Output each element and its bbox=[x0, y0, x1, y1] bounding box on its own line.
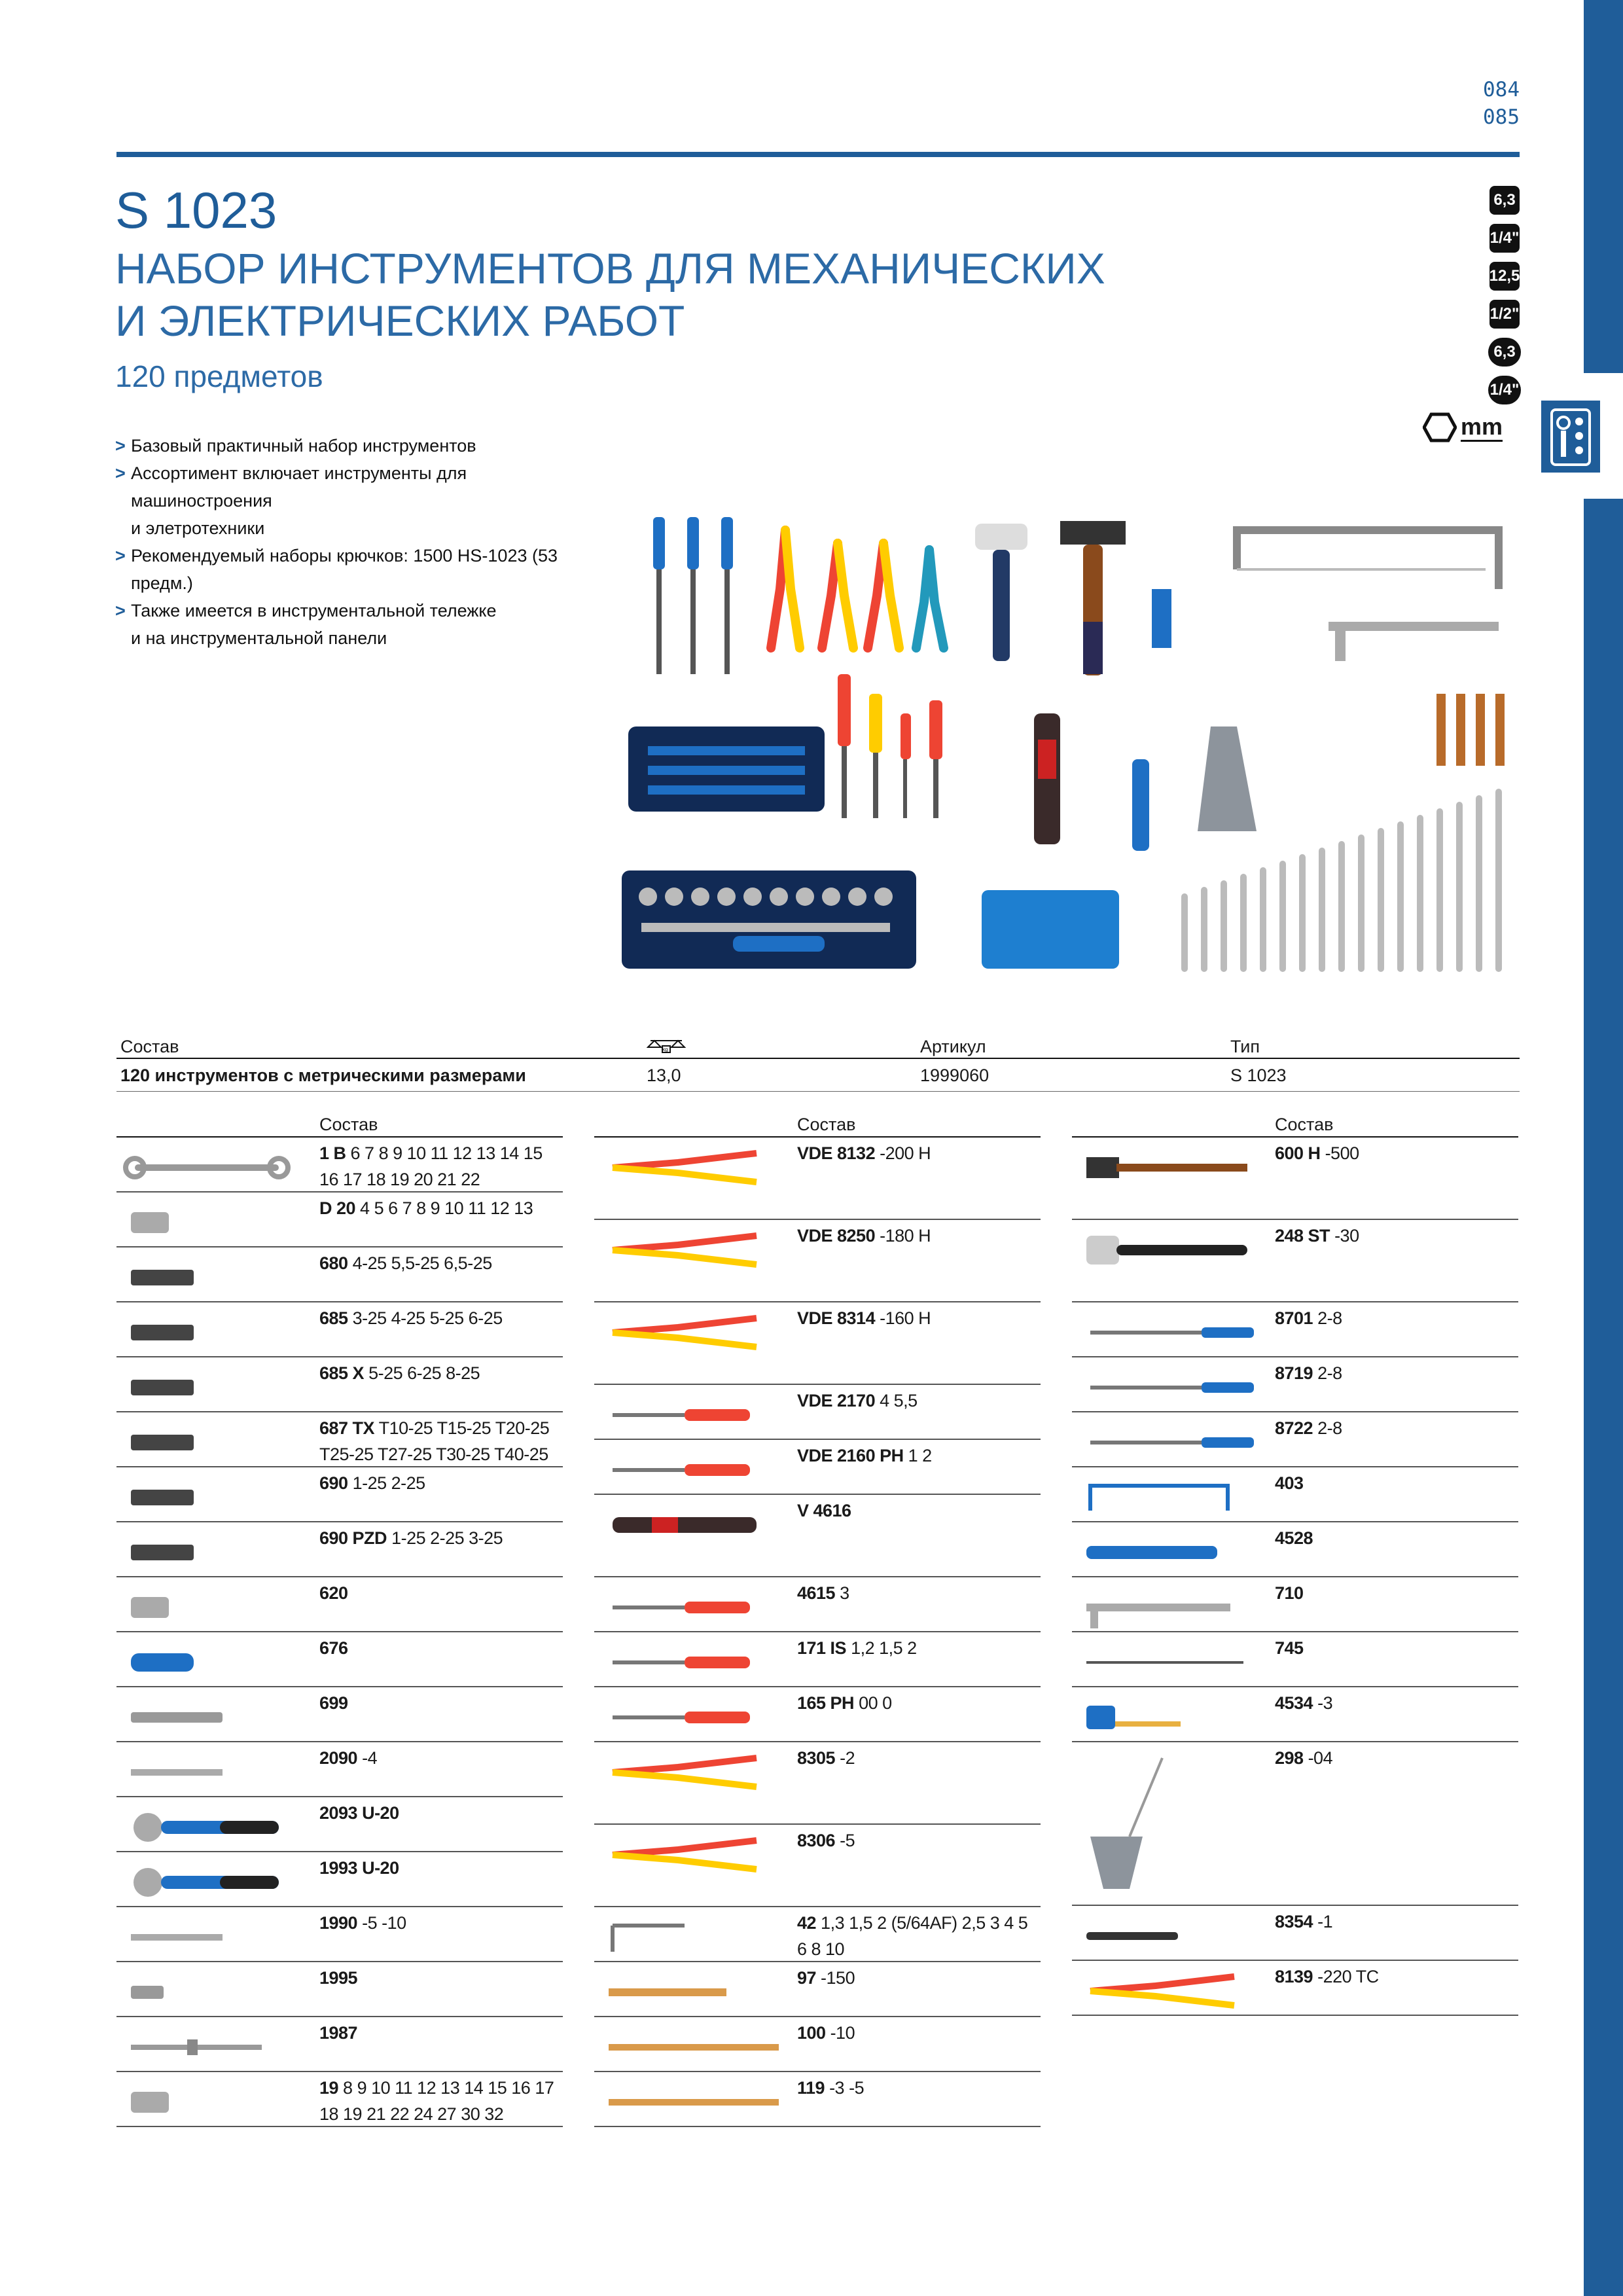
bit-icon bbox=[122, 1250, 312, 1302]
table-row bbox=[594, 1907, 1041, 1962]
joint-icon bbox=[122, 1965, 312, 2017]
table-row bbox=[116, 1247, 563, 1302]
punch-icon bbox=[599, 2020, 789, 2072]
item-desc: -2 bbox=[835, 1748, 855, 1768]
item-desc: -220 TC bbox=[1313, 1967, 1379, 1986]
item-code: V 4616 bbox=[797, 1501, 851, 1520]
item-text bbox=[797, 1635, 1039, 1661]
ratchet-icon bbox=[122, 1800, 312, 1852]
punch-icon bbox=[599, 2075, 789, 2126]
pliers-icon bbox=[599, 1745, 789, 1824]
table-row bbox=[116, 1357, 563, 1412]
column-header: Состав bbox=[116, 1113, 563, 1138]
table-row bbox=[594, 1302, 1041, 1385]
item-text bbox=[1275, 1964, 1517, 1990]
sdriver-icon bbox=[599, 1443, 789, 1494]
tbar-icon bbox=[122, 2020, 312, 2072]
item-code: 676 bbox=[319, 1638, 348, 1658]
item-code: 699 bbox=[319, 1693, 348, 1713]
item-text bbox=[319, 1855, 562, 1881]
table-row bbox=[116, 1687, 563, 1742]
mm-label: mm bbox=[1461, 414, 1503, 442]
item-text bbox=[797, 1223, 1039, 1249]
item-desc: -30 bbox=[1330, 1226, 1359, 1246]
item-desc: 2-8 bbox=[1313, 1308, 1342, 1328]
table-row bbox=[1072, 1302, 1518, 1357]
item-desc: 2-8 bbox=[1313, 1418, 1342, 1438]
item-text bbox=[797, 1388, 1039, 1414]
ratchet-icon bbox=[122, 1855, 312, 1907]
item-text bbox=[1275, 1690, 1517, 1716]
table-row bbox=[116, 1742, 563, 1797]
knife-icon bbox=[1077, 1525, 1267, 1577]
item-desc: -5 -10 bbox=[357, 1913, 406, 1933]
item-desc: -04 bbox=[1303, 1748, 1333, 1768]
item-code: 4615 bbox=[797, 1583, 836, 1603]
item-text bbox=[797, 1305, 1039, 1331]
hexkey-icon bbox=[599, 1910, 789, 1962]
bar-icon bbox=[122, 1910, 312, 1962]
item-text bbox=[1275, 1909, 1517, 1935]
feature-list bbox=[115, 432, 586, 652]
item-desc: 1 2 bbox=[903, 1446, 932, 1465]
socket-icon bbox=[122, 1195, 312, 1247]
socket-icon bbox=[122, 1580, 312, 1632]
feature-item: > Рекомендуемый наборы крючков: 1500 HS-1023 (53 предм.) bbox=[115, 542, 586, 597]
table-row bbox=[1072, 1906, 1518, 1961]
item-text bbox=[797, 1140, 1039, 1166]
item-code: 690 PZD bbox=[319, 1528, 387, 1548]
summary-table-header bbox=[116, 1034, 1520, 1059]
summary-table-row bbox=[116, 1063, 1520, 1092]
item-desc: 8 9 10 11 12 13 14 15 16 17 18 19 21 22 24 27 30 32 bbox=[319, 2078, 554, 2124]
oilcan-icon bbox=[1077, 1745, 1267, 1905]
item-code: 1 B bbox=[319, 1143, 346, 1163]
table-row bbox=[594, 1962, 1041, 2017]
table-row bbox=[116, 2072, 563, 2127]
table-row bbox=[1072, 1522, 1518, 1577]
item-desc: -180 H bbox=[875, 1226, 931, 1246]
table-row bbox=[1072, 1138, 1518, 1220]
bit-icon bbox=[122, 1415, 312, 1467]
table-row bbox=[116, 1907, 563, 1962]
svg-text:kg: kg bbox=[662, 1047, 668, 1052]
item-text bbox=[797, 1580, 1039, 1606]
page-title bbox=[115, 242, 1105, 347]
handle-icon bbox=[122, 1635, 312, 1687]
item-text bbox=[319, 1800, 562, 1826]
item-code: 687 TX bbox=[319, 1418, 375, 1438]
title-line-1: НАБОР ИНСТРУМЕНТОВ ДЛЯ МЕХАНИЧЕСКИХ bbox=[115, 244, 1105, 293]
table-row bbox=[594, 1138, 1041, 1220]
pliers-icon bbox=[1077, 1964, 1267, 2015]
item-desc: -4 bbox=[357, 1748, 378, 1768]
item-code: 4528 bbox=[1275, 1528, 1313, 1548]
item-text bbox=[319, 1635, 562, 1661]
item-text bbox=[797, 1965, 1039, 1991]
item-code: 97 bbox=[797, 1968, 817, 1988]
drive-half-inch-icon: 1/2" bbox=[1489, 300, 1520, 329]
item-text bbox=[797, 1745, 1039, 1771]
chevron-right-icon: > bbox=[115, 463, 126, 483]
item-text bbox=[319, 1470, 562, 1496]
item-code: 745 bbox=[1275, 1638, 1304, 1658]
item-code: 710 bbox=[1275, 1583, 1304, 1603]
sdriver-icon bbox=[599, 1635, 789, 1687]
cutter-icon bbox=[1077, 1909, 1267, 1960]
item-text bbox=[797, 2075, 1039, 2101]
header-type: Тип bbox=[1230, 1037, 1260, 1056]
header-composition: Состав bbox=[120, 1037, 179, 1056]
table-row bbox=[1072, 1357, 1518, 1412]
item-text bbox=[1275, 1223, 1517, 1249]
table-row bbox=[594, 1577, 1041, 1632]
section-tab[interactable] bbox=[1541, 401, 1600, 473]
item-code: 2090 bbox=[319, 1748, 358, 1768]
chevron-right-icon: > bbox=[115, 436, 126, 456]
weight-scale-icon bbox=[647, 1034, 686, 1064]
file-icon bbox=[1077, 1305, 1267, 1357]
mallet-icon bbox=[1077, 1223, 1267, 1302]
edge-bar-bottom bbox=[1584, 499, 1623, 2296]
item-text bbox=[1275, 1470, 1517, 1496]
pliers-icon bbox=[599, 1305, 789, 1384]
table-row bbox=[116, 1302, 563, 1357]
table-row bbox=[116, 1632, 563, 1687]
item-text bbox=[797, 1827, 1039, 1854]
header-article: Артикул bbox=[920, 1037, 986, 1056]
caliper-icon bbox=[1077, 1580, 1267, 1632]
page-numbers bbox=[1427, 76, 1520, 131]
hammer-icon bbox=[1077, 1140, 1267, 1219]
item-desc: 2-8 bbox=[1313, 1363, 1342, 1383]
item-code: VDE 8314 bbox=[797, 1308, 876, 1328]
saw-icon bbox=[1077, 1470, 1267, 1522]
item-code: 8306 bbox=[797, 1831, 836, 1850]
item-code: 690 bbox=[319, 1473, 348, 1493]
holder-icon bbox=[122, 1690, 312, 1742]
sdriver-icon bbox=[599, 1690, 789, 1742]
table-row bbox=[1072, 1577, 1518, 1632]
tools-section-icon bbox=[1549, 407, 1592, 467]
table-row bbox=[594, 1220, 1041, 1302]
item-text bbox=[797, 1443, 1039, 1469]
pliers-group bbox=[771, 530, 944, 648]
bar-icon bbox=[122, 1745, 312, 1797]
item-code: 8139 bbox=[1275, 1967, 1313, 1986]
item-code: 600 H bbox=[1275, 1143, 1321, 1163]
chisel-icon bbox=[599, 1965, 789, 2017]
item-code: 8722 bbox=[1275, 1418, 1313, 1438]
item-desc: 5-25 6-25 8-25 bbox=[364, 1363, 480, 1383]
table-row bbox=[594, 1632, 1041, 1687]
table-row bbox=[1072, 1687, 1518, 1742]
set-description: 120 инструментов с метрическими размерами bbox=[120, 1066, 526, 1085]
item-code: VDE 2170 bbox=[797, 1391, 876, 1410]
item-desc: -3 bbox=[1313, 1693, 1333, 1713]
item-code: 620 bbox=[319, 1583, 348, 1603]
item-desc: 4 5 6 7 8 9 10 11 12 13 bbox=[355, 1198, 533, 1218]
drive-12-5-icon: 12,5 bbox=[1489, 262, 1520, 291]
table-row bbox=[594, 2017, 1041, 2072]
sdriver-icon bbox=[599, 1580, 789, 1632]
column-header: Состав bbox=[1072, 1113, 1518, 1138]
table-row bbox=[1072, 1961, 1518, 2016]
item-code: 119 bbox=[797, 2078, 825, 2098]
item-code: VDE 8132 bbox=[797, 1143, 876, 1163]
bit-icon bbox=[122, 1525, 312, 1577]
set-weight: 13,0 bbox=[647, 1066, 681, 1085]
item-desc: 1-25 2-25 3-25 bbox=[387, 1528, 503, 1548]
item-text bbox=[797, 2020, 1039, 2046]
feature-item: > Также имеется в инструментальной тележке и на инструментальной панели bbox=[115, 597, 586, 652]
item-text bbox=[1275, 1635, 1517, 1661]
sdriver-icon bbox=[599, 1388, 789, 1439]
contents-column-3 bbox=[1072, 1113, 1518, 2016]
item-text bbox=[797, 1690, 1039, 1716]
item-code: VDE 2160 PH bbox=[797, 1446, 904, 1465]
item-code: 8305 bbox=[797, 1748, 836, 1768]
feature-item: > Ассортимент включает инструменты для машиностроения и элетротехники bbox=[115, 459, 586, 542]
hex-nut-icon bbox=[1423, 412, 1457, 442]
table-row bbox=[1072, 1220, 1518, 1302]
item-text bbox=[319, 1195, 562, 1221]
table-row bbox=[116, 1522, 563, 1577]
item-code: 1993 U-20 bbox=[319, 1858, 399, 1878]
metric-mm-icon bbox=[1423, 411, 1522, 444]
item-code: 19 bbox=[319, 2078, 339, 2098]
item-text bbox=[319, 1305, 562, 1331]
item-code: 171 IS bbox=[797, 1638, 847, 1658]
table-row bbox=[594, 1440, 1041, 1495]
item-text bbox=[319, 1580, 562, 1606]
hex-quarter-inch-icon: 1/4" bbox=[1488, 376, 1521, 404]
item-code: 100 bbox=[797, 2023, 826, 2043]
tester-icon bbox=[599, 1498, 789, 1577]
item-desc: T10-25 T15-25 T20-25 T25-25 T27-25 T30-25 T40-25 bbox=[319, 1418, 550, 1464]
item-text bbox=[1275, 1360, 1517, 1386]
table-row bbox=[116, 1577, 563, 1632]
item-desc: 4 5,5 bbox=[875, 1391, 918, 1410]
table-row bbox=[594, 2072, 1041, 2127]
item-code: 403 bbox=[1275, 1473, 1304, 1493]
item-text bbox=[1275, 1580, 1517, 1606]
table-row bbox=[116, 1138, 563, 1193]
pliers-icon bbox=[599, 1827, 789, 1907]
item-text bbox=[1275, 1140, 1517, 1166]
contents-column-2 bbox=[594, 1113, 1041, 2127]
item-text bbox=[319, 1525, 562, 1551]
scriber-icon bbox=[1077, 1635, 1267, 1687]
set-article: 1999060 bbox=[920, 1066, 990, 1085]
item-text bbox=[797, 1498, 1039, 1524]
item-desc: -150 bbox=[816, 1968, 855, 1988]
set-type: S 1023 bbox=[1230, 1066, 1287, 1085]
item-code: 8354 bbox=[1275, 1912, 1313, 1931]
item-desc: -160 H bbox=[875, 1308, 931, 1328]
header-rule bbox=[116, 152, 1520, 157]
item-code: 248 ST bbox=[1275, 1226, 1330, 1246]
item-code: 685 bbox=[319, 1308, 348, 1328]
item-desc: -10 bbox=[825, 2023, 855, 2043]
item-desc: 3-25 4-25 5-25 6-25 bbox=[348, 1308, 503, 1328]
table-row bbox=[594, 1687, 1041, 1742]
hex-6-3-icon: 6,3 bbox=[1488, 338, 1521, 367]
table-row bbox=[594, 1495, 1041, 1577]
pliers-icon bbox=[599, 1223, 789, 1302]
wrench-icon bbox=[122, 1140, 312, 1192]
pliers-icon bbox=[599, 1140, 789, 1219]
item-text bbox=[319, 1360, 562, 1386]
item-text bbox=[319, 2020, 562, 2046]
item-desc: -1 bbox=[1313, 1912, 1333, 1931]
feature-item: > Базовый практичный набор инструментов bbox=[115, 432, 586, 459]
item-desc: -3 -5 bbox=[825, 2078, 865, 2098]
item-code: 685 X bbox=[319, 1363, 365, 1383]
item-code: 680 bbox=[319, 1253, 348, 1273]
item-text bbox=[319, 1745, 562, 1771]
item-desc: 6 7 8 9 10 11 12 13 14 15 16 17 18 19 20 21 22 bbox=[319, 1143, 543, 1189]
title-line-2: И ЭЛЕКТРИЧЕСКИХ РАБОТ bbox=[115, 296, 685, 345]
model-code: S 1023 bbox=[115, 181, 277, 239]
item-code: 1987 bbox=[319, 2023, 358, 2043]
item-desc: -500 bbox=[1320, 1143, 1359, 1163]
item-text bbox=[1275, 1745, 1517, 1771]
item-code: 165 PH bbox=[797, 1693, 855, 1713]
vde-screwdrivers bbox=[838, 674, 942, 818]
bit-icon bbox=[122, 1360, 312, 1412]
item-text bbox=[319, 2075, 562, 2127]
item-desc: 00 0 bbox=[854, 1693, 892, 1713]
tool-set-photo bbox=[609, 504, 1525, 975]
item-code: D 20 bbox=[319, 1198, 356, 1218]
contents-column-1 bbox=[116, 1113, 563, 2127]
item-desc: 4-25 5,5-25 6,5-25 bbox=[348, 1253, 492, 1273]
item-text bbox=[319, 1250, 562, 1276]
file-icon bbox=[1077, 1360, 1267, 1412]
bit-icon bbox=[122, 1305, 312, 1357]
table-row bbox=[594, 1385, 1041, 1440]
table-row bbox=[116, 2017, 563, 2072]
edge-bar-top bbox=[1584, 0, 1623, 373]
table-row bbox=[1072, 1412, 1518, 1467]
table-row bbox=[116, 1852, 563, 1907]
table-row bbox=[116, 1797, 563, 1852]
table-row bbox=[594, 1742, 1041, 1825]
item-code: 42 bbox=[797, 1913, 817, 1933]
bit-icon bbox=[122, 1470, 312, 1522]
item-text bbox=[319, 1140, 562, 1193]
item-count: 120 предметов bbox=[115, 359, 323, 393]
table-row bbox=[116, 1467, 563, 1522]
table-row bbox=[116, 1412, 563, 1467]
item-desc: 3 bbox=[835, 1583, 849, 1603]
item-code: VDE 8250 bbox=[797, 1226, 876, 1246]
item-text bbox=[319, 1965, 562, 1991]
item-desc: -200 H bbox=[875, 1143, 931, 1163]
drive-6-3-icon: 6,3 bbox=[1489, 186, 1520, 215]
item-code: 2093 U-20 bbox=[319, 1803, 399, 1823]
item-text bbox=[319, 1415, 562, 1467]
chevron-right-icon: > bbox=[115, 546, 126, 565]
item-code: 1990 bbox=[319, 1913, 358, 1933]
item-text bbox=[797, 1910, 1039, 1962]
table-row bbox=[116, 1962, 563, 2017]
table-row bbox=[1072, 1742, 1518, 1906]
table-row bbox=[594, 1825, 1041, 1907]
item-desc: 1,2 1,5 2 bbox=[846, 1638, 917, 1658]
drive-quarter-inch-icon: 1/4" bbox=[1489, 224, 1520, 253]
page-number-left: 084 bbox=[1483, 78, 1520, 101]
socket-icon bbox=[122, 2075, 312, 2126]
file-icon bbox=[1077, 1415, 1267, 1467]
item-desc: 1,3 1,5 2 (5/64AF) 2,5 3 4 5 6 8 10 bbox=[797, 1913, 1028, 1959]
table-row bbox=[116, 1193, 563, 1247]
tape-icon bbox=[1077, 1690, 1267, 1742]
chevron-right-icon: > bbox=[115, 601, 126, 620]
item-code: 1995 bbox=[319, 1968, 358, 1988]
table-row bbox=[1072, 1632, 1518, 1687]
files-group bbox=[653, 517, 733, 674]
item-text bbox=[1275, 1415, 1517, 1441]
item-code: 8701 bbox=[1275, 1308, 1313, 1328]
column-header: Состав bbox=[594, 1113, 1041, 1138]
item-text bbox=[1275, 1525, 1517, 1551]
item-text bbox=[1275, 1305, 1517, 1331]
item-desc: -5 bbox=[835, 1831, 855, 1850]
table-row bbox=[1072, 1467, 1518, 1522]
item-code: 298 bbox=[1275, 1748, 1304, 1768]
item-code: 4534 bbox=[1275, 1693, 1313, 1713]
page-number-right: 085 bbox=[1483, 105, 1520, 129]
item-code: 8719 bbox=[1275, 1363, 1313, 1383]
item-text bbox=[319, 1690, 562, 1716]
item-text bbox=[319, 1910, 562, 1936]
item-desc: 1-25 2-25 bbox=[348, 1473, 425, 1493]
